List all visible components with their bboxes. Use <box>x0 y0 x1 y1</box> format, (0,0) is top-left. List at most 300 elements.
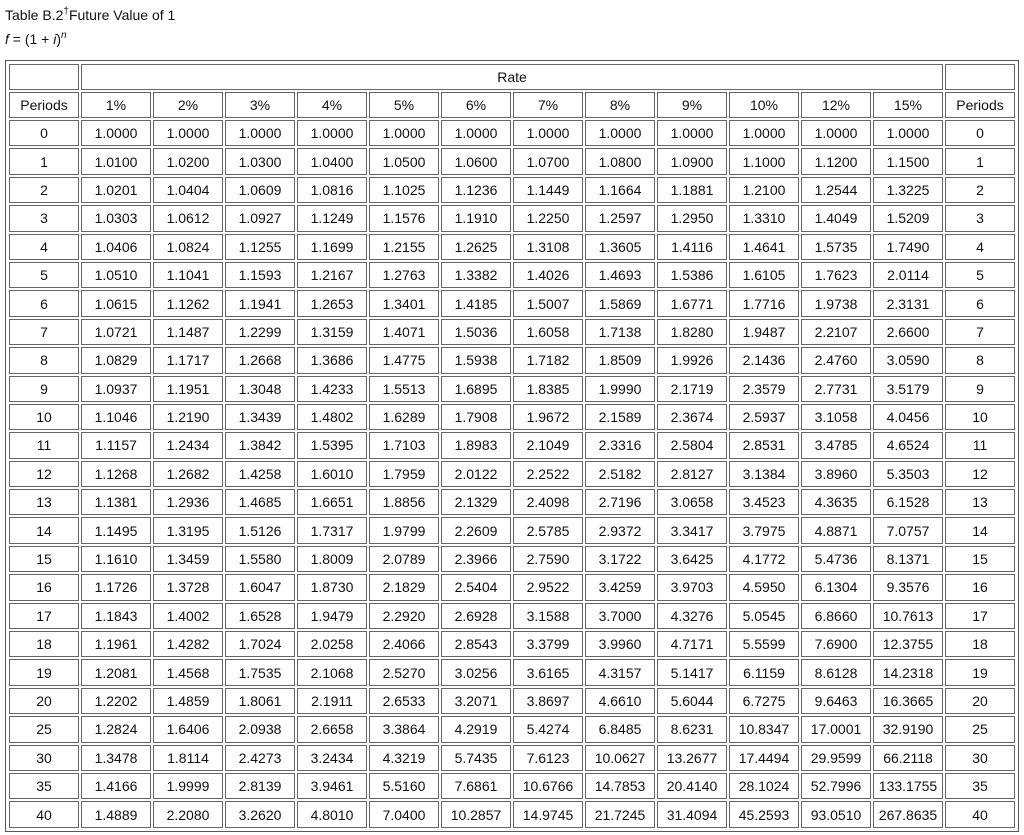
dagger-mark: † <box>63 6 69 17</box>
period-cell: 25 <box>9 716 79 742</box>
value-cell: 20.4140 <box>657 773 727 799</box>
period-cell: 7 <box>945 319 1015 345</box>
value-cell: 3.2620 <box>225 801 295 828</box>
value-cell: 1.2597 <box>585 205 655 231</box>
value-cell: 4.0456 <box>873 404 943 430</box>
table-row <box>9 546 1015 572</box>
value-cell: 1.4568 <box>153 659 223 685</box>
value-cell: 1.2544 <box>801 177 871 203</box>
caption-prefix: Table B.2 <box>5 7 64 23</box>
period-cell: 30 <box>9 745 79 771</box>
value-cell: 2.8531 <box>729 432 799 458</box>
value-cell: 16.3665 <box>873 688 943 714</box>
value-cell: 1.0303 <box>81 205 151 231</box>
value-cell: 3.6165 <box>513 659 583 685</box>
value-cell: 4.8871 <box>801 517 871 543</box>
value-cell: 2.7590 <box>513 546 583 572</box>
value-cell: 2.8139 <box>225 773 295 799</box>
table-row <box>9 631 1015 657</box>
table-row <box>9 120 1015 146</box>
value-cell: 1.5386 <box>657 262 727 288</box>
rate-header-blank-left <box>9 64 79 90</box>
value-cell: 2.6533 <box>369 688 439 714</box>
period-cell: 8 <box>9 347 79 373</box>
period-cell: 18 <box>9 631 79 657</box>
column-header: 8% <box>585 92 655 118</box>
value-cell: 1.8009 <box>297 546 367 572</box>
formula-eq: = (1 + <box>8 31 54 47</box>
value-cell: 3.1588 <box>513 603 583 629</box>
value-cell: 1.5007 <box>513 290 583 316</box>
period-cell: 3 <box>9 205 79 231</box>
value-cell: 3.0256 <box>441 659 511 685</box>
value-cell: 1.1941 <box>225 290 295 316</box>
value-cell: 1.5735 <box>801 234 871 260</box>
value-cell: 1.1487 <box>153 319 223 345</box>
value-cell: 2.0122 <box>441 461 511 487</box>
value-cell: 1.7138 <box>585 319 655 345</box>
value-cell: 14.2318 <box>873 659 943 685</box>
period-cell: 7 <box>9 319 79 345</box>
value-cell: 1.0609 <box>225 177 295 203</box>
value-cell: 1.0510 <box>81 262 151 288</box>
value-cell: 2.8543 <box>441 631 511 657</box>
value-cell: 8.6231 <box>657 716 727 742</box>
value-cell: 5.5160 <box>369 773 439 799</box>
value-cell: 93.0510 <box>801 801 871 828</box>
value-cell: 1.0829 <box>81 347 151 373</box>
value-cell: 2.2920 <box>369 603 439 629</box>
value-cell: 1.9487 <box>729 319 799 345</box>
value-cell: 1.9672 <box>513 404 583 430</box>
value-cell: 3.8697 <box>513 688 583 714</box>
value-cell: 1.0000 <box>225 120 295 146</box>
period-cell: 3 <box>945 205 1015 231</box>
value-cell: 1.2763 <box>369 262 439 288</box>
value-cell: 1.2434 <box>153 432 223 458</box>
value-cell: 1.7490 <box>873 234 943 260</box>
value-cell: 1.2100 <box>729 177 799 203</box>
period-cell: 6 <box>945 290 1015 316</box>
value-cell: 2.9522 <box>513 574 583 600</box>
value-cell: 1.1157 <box>81 432 151 458</box>
value-cell: 2.1068 <box>297 659 367 685</box>
value-cell: 1.4685 <box>225 489 295 515</box>
value-cell: 1.5938 <box>441 347 511 373</box>
value-cell: 1.4889 <box>81 801 151 828</box>
value-cell: 1.1449 <box>513 177 583 203</box>
column-header: 1% <box>81 92 151 118</box>
period-cell: 17 <box>9 603 79 629</box>
value-cell: 5.0545 <box>729 603 799 629</box>
value-cell: 3.9703 <box>657 574 727 600</box>
value-cell: 3.2071 <box>441 688 511 714</box>
value-cell: 1.4026 <box>513 262 583 288</box>
value-cell: 1.2190 <box>153 404 223 430</box>
value-cell: 1.2668 <box>225 347 295 373</box>
value-cell: 1.1268 <box>81 461 151 487</box>
value-cell: 1.9926 <box>657 347 727 373</box>
value-cell: 1.6651 <box>297 489 367 515</box>
value-cell: 1.0900 <box>657 148 727 174</box>
value-cell: 1.1255 <box>225 234 295 260</box>
value-cell: 2.3131 <box>873 290 943 316</box>
value-cell: 267.8635 <box>873 801 943 828</box>
value-cell: 1.0824 <box>153 234 223 260</box>
value-cell: 1.4185 <box>441 290 511 316</box>
value-cell: 2.0789 <box>369 546 439 572</box>
value-cell: 1.0000 <box>153 120 223 146</box>
value-cell: 3.4785 <box>801 432 871 458</box>
table-row <box>9 404 1015 430</box>
value-cell: 1.3605 <box>585 234 655 260</box>
period-cell: 5 <box>945 262 1015 288</box>
value-cell: 3.3864 <box>369 716 439 742</box>
table-row <box>9 801 1015 828</box>
value-cell: 2.6658 <box>297 716 367 742</box>
value-cell: 1.0000 <box>585 120 655 146</box>
value-cell: 1.1843 <box>81 603 151 629</box>
value-cell: 2.0258 <box>297 631 367 657</box>
period-cell: 10 <box>945 404 1015 430</box>
value-cell: 2.1436 <box>729 347 799 373</box>
table-row <box>9 489 1015 515</box>
value-cell: 1.9990 <box>585 376 655 402</box>
value-cell: 1.3459 <box>153 546 223 572</box>
value-cell: 2.2522 <box>513 461 583 487</box>
period-cell: 20 <box>945 688 1015 714</box>
value-cell: 1.7024 <box>225 631 295 657</box>
value-cell: 8.1371 <box>873 546 943 572</box>
value-cell: 10.2857 <box>441 801 511 828</box>
period-cell: 30 <box>945 745 1015 771</box>
value-cell: 3.7000 <box>585 603 655 629</box>
value-cell: 1.6406 <box>153 716 223 742</box>
value-cell: 4.2919 <box>441 716 511 742</box>
value-cell: 1.4258 <box>225 461 295 487</box>
value-cell: 1.0000 <box>657 120 727 146</box>
value-cell: 1.2081 <box>81 659 151 685</box>
value-cell: 1.4859 <box>153 688 223 714</box>
value-cell: 10.7613 <box>873 603 943 629</box>
value-cell: 1.5126 <box>225 517 295 543</box>
period-cell: 6 <box>9 290 79 316</box>
value-cell: 3.4259 <box>585 574 655 600</box>
period-cell: 11 <box>9 432 79 458</box>
value-cell: 2.1911 <box>297 688 367 714</box>
value-cell: 1.1699 <box>297 234 367 260</box>
value-cell: 1.6771 <box>657 290 727 316</box>
value-cell: 1.6047 <box>225 574 295 600</box>
value-cell: 1.5209 <box>873 205 943 231</box>
value-cell: 1.1951 <box>153 376 223 402</box>
value-cell: 1.0000 <box>81 120 151 146</box>
value-cell: 1.2202 <box>81 688 151 714</box>
value-cell: 2.4098 <box>513 489 583 515</box>
value-cell: 3.8960 <box>801 461 871 487</box>
period-cell: 2 <box>945 177 1015 203</box>
value-cell: 1.4002 <box>153 603 223 629</box>
value-cell: 2.6600 <box>873 319 943 345</box>
value-cell: 1.2682 <box>153 461 223 487</box>
value-cell: 3.0658 <box>657 489 727 515</box>
value-cell: 4.1772 <box>729 546 799 572</box>
value-cell: 1.3842 <box>225 432 295 458</box>
value-cell: 1.4049 <box>801 205 871 231</box>
value-cell: 1.3382 <box>441 262 511 288</box>
value-cell: 1.1961 <box>81 631 151 657</box>
value-cell: 1.0100 <box>81 148 151 174</box>
value-cell: 66.2118 <box>873 745 943 771</box>
value-cell: 1.0000 <box>873 120 943 146</box>
period-cell: 16 <box>9 574 79 600</box>
value-cell: 10.8347 <box>729 716 799 742</box>
column-header: 6% <box>441 92 511 118</box>
value-cell: 2.4273 <box>225 745 295 771</box>
value-cell: 1.3195 <box>153 517 223 543</box>
value-cell: 6.1528 <box>873 489 943 515</box>
value-cell: 1.8061 <box>225 688 295 714</box>
table-row <box>9 461 1015 487</box>
value-cell: 1.0721 <box>81 319 151 345</box>
value-cell: 2.5182 <box>585 461 655 487</box>
table-row <box>9 745 1015 771</box>
table-row <box>9 234 1015 260</box>
value-cell: 14.9745 <box>513 801 583 828</box>
value-cell: 5.6044 <box>657 688 727 714</box>
period-cell: 4 <box>9 234 79 260</box>
value-cell: 2.7731 <box>801 376 871 402</box>
value-cell: 4.6610 <box>585 688 655 714</box>
value-cell: 2.5785 <box>513 517 583 543</box>
column-header: 9% <box>657 92 727 118</box>
table-row <box>9 716 1015 742</box>
period-cell: 40 <box>945 801 1015 828</box>
column-header: 7% <box>513 92 583 118</box>
value-cell: 2.1719 <box>657 376 727 402</box>
value-cell: 1.1025 <box>369 177 439 203</box>
value-cell: 2.1329 <box>441 489 511 515</box>
rate-header-blank-right <box>945 64 1015 90</box>
formula-exp: n <box>61 30 67 41</box>
formula <box>5 31 67 47</box>
value-cell: 1.2167 <box>297 262 367 288</box>
value-cell: 1.5580 <box>225 546 295 572</box>
value-cell: 1.5395 <box>297 432 367 458</box>
value-cell: 1.0000 <box>441 120 511 146</box>
period-cell: 25 <box>945 716 1015 742</box>
value-cell: 1.1381 <box>81 489 151 515</box>
value-cell: 1.8509 <box>585 347 655 373</box>
value-cell: 1.5869 <box>585 290 655 316</box>
period-cell: 12 <box>9 461 79 487</box>
column-header: 15% <box>873 92 943 118</box>
value-cell: 1.1262 <box>153 290 223 316</box>
value-cell: 4.3635 <box>801 489 871 515</box>
value-cell: 28.1024 <box>729 773 799 799</box>
value-cell: 1.7535 <box>225 659 295 685</box>
value-cell: 1.8730 <box>297 574 367 600</box>
value-cell: 7.6123 <box>513 745 583 771</box>
value-cell: 1.0404 <box>153 177 223 203</box>
value-cell: 1.8280 <box>657 319 727 345</box>
value-cell: 1.6058 <box>513 319 583 345</box>
period-cell: 16 <box>945 574 1015 600</box>
value-cell: 1.5036 <box>441 319 511 345</box>
value-cell: 5.1417 <box>657 659 727 685</box>
value-cell: 31.4094 <box>657 801 727 828</box>
value-cell: 1.1593 <box>225 262 295 288</box>
value-cell: 6.1159 <box>729 659 799 685</box>
value-cell: 1.7103 <box>369 432 439 458</box>
value-cell: 7.6861 <box>441 773 511 799</box>
value-cell: 2.5937 <box>729 404 799 430</box>
value-cell: 5.5599 <box>729 631 799 657</box>
period-cell: 35 <box>945 773 1015 799</box>
value-cell: 6.1304 <box>801 574 871 600</box>
period-cell: 15 <box>945 546 1015 572</box>
column-header-row <box>9 92 1015 118</box>
value-cell: 2.3966 <box>441 546 511 572</box>
value-cell: 8.6128 <box>801 659 871 685</box>
value-cell: 1.0816 <box>297 177 367 203</box>
value-cell: 3.4523 <box>729 489 799 515</box>
value-cell: 2.1049 <box>513 432 583 458</box>
table-row <box>9 517 1015 543</box>
value-cell: 1.8114 <box>153 745 223 771</box>
period-cell: 14 <box>9 517 79 543</box>
period-cell: 12 <box>945 461 1015 487</box>
table-row <box>9 262 1015 288</box>
value-cell: 3.9960 <box>585 631 655 657</box>
value-cell: 1.4641 <box>729 234 799 260</box>
value-cell: 5.3503 <box>873 461 943 487</box>
value-cell: 1.0200 <box>153 148 223 174</box>
value-cell: 7.0757 <box>873 517 943 543</box>
period-cell: 2 <box>9 177 79 203</box>
value-cell: 1.2653 <box>297 290 367 316</box>
period-cell: 10 <box>9 404 79 430</box>
value-cell: 1.8856 <box>369 489 439 515</box>
table-row <box>9 177 1015 203</box>
value-cell: 1.1000 <box>729 148 799 174</box>
value-cell: 4.5950 <box>729 574 799 600</box>
value-cell: 1.3439 <box>225 404 295 430</box>
period-cell: 4 <box>945 234 1015 260</box>
value-cell: 1.5513 <box>369 376 439 402</box>
value-cell: 1.0201 <box>81 177 151 203</box>
value-cell: 3.5179 <box>873 376 943 402</box>
value-cell: 1.3159 <box>297 319 367 345</box>
value-cell: 1.7623 <box>801 262 871 288</box>
period-cell: 17 <box>945 603 1015 629</box>
table-row <box>9 688 1015 714</box>
value-cell: 1.7317 <box>297 517 367 543</box>
value-cell: 4.8010 <box>297 801 367 828</box>
value-cell: 1.8983 <box>441 432 511 458</box>
value-cell: 1.4282 <box>153 631 223 657</box>
period-cell: 18 <box>945 631 1015 657</box>
value-cell: 1.0406 <box>81 234 151 260</box>
rate-group-header: Rate <box>81 64 943 90</box>
value-cell: 6.8660 <box>801 603 871 629</box>
period-cell: 9 <box>945 376 1015 402</box>
period-cell: 13 <box>9 489 79 515</box>
value-cell: 1.0000 <box>513 120 583 146</box>
value-cell: 1.6010 <box>297 461 367 487</box>
period-cell: 35 <box>9 773 79 799</box>
column-header: 10% <box>729 92 799 118</box>
value-cell: 1.2936 <box>153 489 223 515</box>
value-cell: 1.2625 <box>441 234 511 260</box>
value-cell: 1.0927 <box>225 205 295 231</box>
period-cell: 20 <box>9 688 79 714</box>
value-cell: 17.0001 <box>801 716 871 742</box>
value-cell: 1.4802 <box>297 404 367 430</box>
column-header: 12% <box>801 92 871 118</box>
value-cell: 1.4071 <box>369 319 439 345</box>
value-cell: 1.2250 <box>513 205 583 231</box>
value-cell: 3.9461 <box>297 773 367 799</box>
value-cell: 10.6766 <box>513 773 583 799</box>
value-cell: 2.1829 <box>369 574 439 600</box>
value-cell: 1.1200 <box>801 148 871 174</box>
value-cell: 5.4736 <box>801 546 871 572</box>
caption-title: Future Value of 1 <box>68 7 176 23</box>
value-cell: 1.0000 <box>801 120 871 146</box>
value-cell: 29.9599 <box>801 745 871 771</box>
value-cell: 1.6528 <box>225 603 295 629</box>
value-cell: 1.9799 <box>369 517 439 543</box>
value-cell: 2.3579 <box>729 376 799 402</box>
table-row <box>9 205 1015 231</box>
value-cell: 1.0700 <box>513 148 583 174</box>
value-cell: 4.7171 <box>657 631 727 657</box>
value-cell: 13.2677 <box>657 745 727 771</box>
column-header: Periods <box>945 92 1015 118</box>
value-cell: 1.1041 <box>153 262 223 288</box>
column-header: 3% <box>225 92 295 118</box>
table-caption <box>5 7 175 23</box>
value-cell: 1.8385 <box>513 376 583 402</box>
value-cell: 1.3478 <box>81 745 151 771</box>
value-cell: 1.4233 <box>297 376 367 402</box>
period-cell: 8 <box>945 347 1015 373</box>
value-cell: 1.3401 <box>369 290 439 316</box>
column-header: 5% <box>369 92 439 118</box>
value-cell: 3.1058 <box>801 404 871 430</box>
value-cell: 9.6463 <box>801 688 871 714</box>
value-cell: 3.1384 <box>729 461 799 487</box>
value-cell: 3.7975 <box>729 517 799 543</box>
value-cell: 1.2299 <box>225 319 295 345</box>
table-row <box>9 347 1015 373</box>
value-cell: 1.0615 <box>81 290 151 316</box>
value-cell: 4.3219 <box>369 745 439 771</box>
value-cell: 5.7435 <box>441 745 511 771</box>
period-cell: 19 <box>945 659 1015 685</box>
value-cell: 14.7853 <box>585 773 655 799</box>
value-cell: 2.5404 <box>441 574 511 600</box>
value-cell: 1.1664 <box>585 177 655 203</box>
value-cell: 1.1249 <box>297 205 367 231</box>
value-cell: 1.1726 <box>81 574 151 600</box>
value-cell: 1.7182 <box>513 347 583 373</box>
value-cell: 4.6524 <box>873 432 943 458</box>
table-row <box>9 603 1015 629</box>
value-cell: 1.0500 <box>369 148 439 174</box>
value-cell: 1.2824 <box>81 716 151 742</box>
